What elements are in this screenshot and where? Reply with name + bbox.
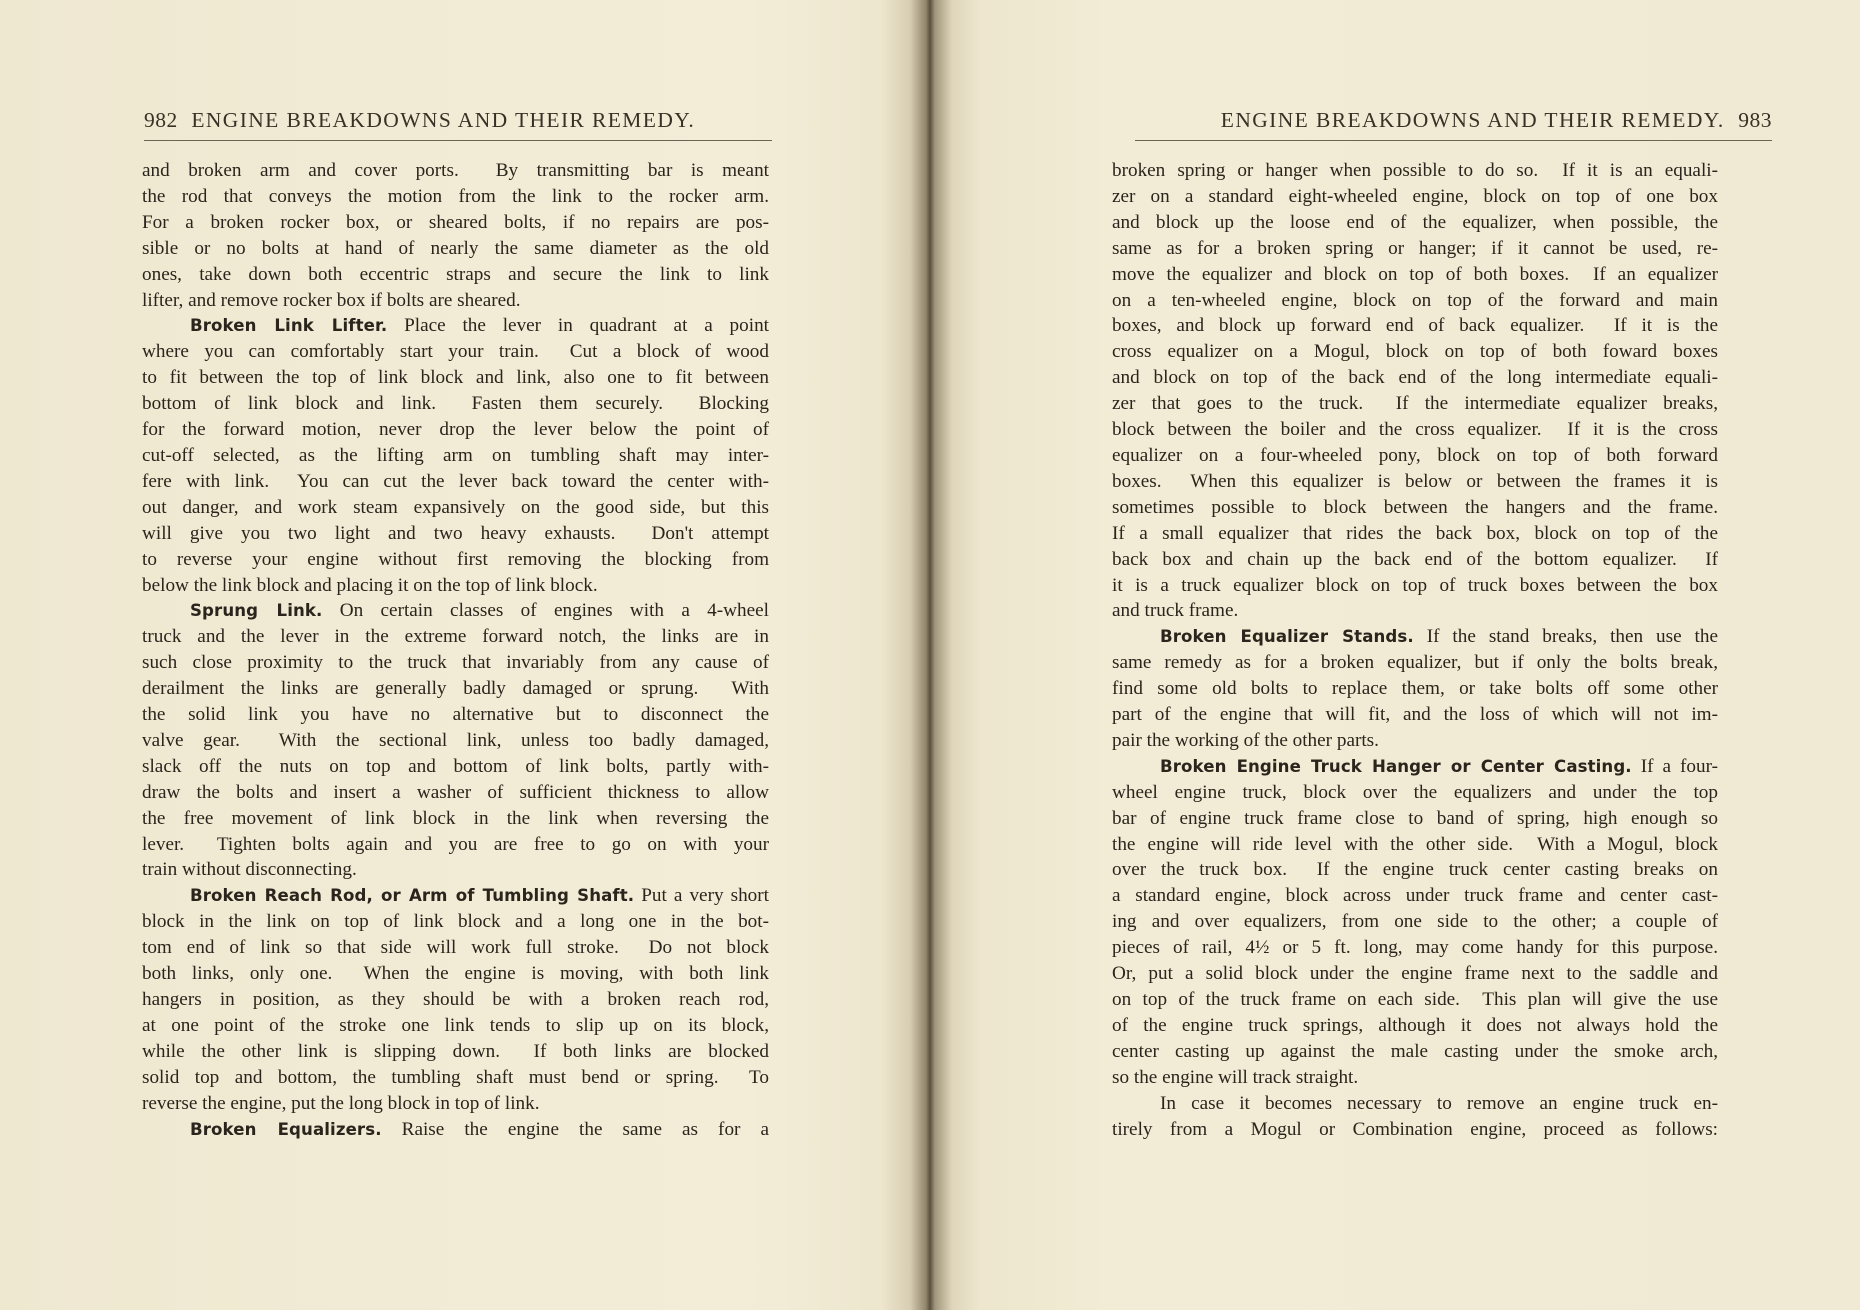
line-text: derailment the links are generally badly damaged or sprung. With (142, 678, 769, 700)
text-line (1112, 676, 1718, 702)
text-line (142, 961, 769, 987)
text-line (142, 806, 769, 832)
line-text: Or, put a solid block under the engine frame next to the saddle and (1112, 963, 1718, 985)
text-line (142, 935, 769, 961)
line-text: train without disconnecting. (142, 859, 357, 881)
line-text: while the other link is slipping down. If both links are blocked (142, 1040, 769, 1062)
text-line (1112, 909, 1718, 935)
book-gutter (880, 0, 980, 1310)
text-line (1112, 262, 1718, 288)
text-line (142, 1039, 769, 1065)
line-text: reverse the engine, put the long block in top of link. (142, 1092, 540, 1114)
text-line (1112, 391, 1718, 417)
text-line (1112, 987, 1718, 1013)
line-text: tirely from a Mogul or Combination engine, proceed as follows: (1112, 1118, 1718, 1140)
text-line (142, 521, 769, 547)
text-line (142, 547, 769, 573)
section-heading: Broken Engine Truck Hanger or Center Casting. (1160, 756, 1632, 776)
text-line (142, 1091, 769, 1117)
left-body-text (142, 158, 769, 1142)
line-text: pair the working of the other parts. (1112, 729, 1379, 751)
text-line (1112, 806, 1718, 832)
line-text: and block on top of the back end of the long intermediate equali- (1112, 367, 1718, 389)
line-text: On certain classes of engines with a 4-wheel (322, 600, 769, 622)
text-line (142, 288, 769, 314)
line-text: bar of engine truck frame close to band of spring, high enough so (1112, 807, 1718, 829)
text-line (1112, 650, 1718, 676)
line-text: For a broken rocker box, or sheared bolts, if no repairs are pos- (142, 211, 769, 233)
text-line (1112, 702, 1718, 728)
line-text: In case it becomes necessary to remove an engine truck en- (1160, 1092, 1718, 1114)
line-text: it is a truck equalizer block on top of truck boxes between the box (1112, 574, 1718, 596)
line-text: below the link block and placing it on the top of link block. (142, 574, 598, 596)
text-line (1112, 339, 1718, 365)
text-line (1112, 443, 1718, 469)
text-line (1112, 1065, 1718, 1091)
section-heading: Sprung Link. (190, 601, 323, 621)
line-text: will give you two light and two heavy exhausts. Don't attempt (142, 522, 769, 544)
text-line (1112, 961, 1718, 987)
text-line (1112, 1013, 1718, 1039)
line-text: so the engine will track straight. (1112, 1066, 1359, 1088)
line-text: block in the link on top of link block and a long one in the bot- (142, 911, 769, 933)
text-line (142, 158, 769, 184)
line-text: to reverse your engine without first removing the blocking from (142, 548, 769, 570)
line-text: sible or no bolts at hand of nearly the same diameter as the old (142, 237, 769, 259)
line-text: lever. Tighten bolts again and you are free to go on with your (142, 833, 769, 855)
line-text: fere with link. You can cut the lever back toward the center with- (142, 470, 769, 492)
text-line (142, 987, 769, 1013)
line-text: zer that goes to the truck. If the intermediate equalizer breaks, (1112, 393, 1718, 415)
line-text: Place the lever in quadrant at a point (387, 315, 769, 337)
right-running-header (1135, 108, 1772, 138)
text-line (142, 365, 769, 391)
line-text: broken spring or hanger when possible to do so. If it is an equali- (1112, 160, 1718, 181)
text-line (1112, 780, 1718, 806)
text-line (1112, 365, 1718, 391)
line-text: and truck frame. (1112, 600, 1239, 622)
text-line (142, 495, 769, 521)
text-line (1112, 236, 1718, 262)
line-text: truck and the lever in the extreme forward notch, the links are in (142, 626, 769, 648)
text-line (142, 780, 769, 806)
line-text: such close proximity to the truck that invariably from any cause of (142, 652, 769, 674)
text-line (1112, 495, 1718, 521)
text-line (142, 184, 769, 210)
text-line (1112, 573, 1718, 599)
text-line (142, 624, 769, 650)
text-line (142, 650, 769, 676)
text-line (1112, 832, 1718, 858)
line-text: of the engine truck springs, although it does not always hold the (1112, 1014, 1718, 1036)
line-text: If a small equalizer that rides the back box, block on top of the (1112, 522, 1718, 544)
text-line (142, 469, 769, 495)
line-text: valve gear. With the sectional link, unless too badly damaged, (142, 729, 769, 751)
right-page-number: 983 (1738, 108, 1772, 132)
text-line (142, 391, 769, 417)
text-line (1112, 417, 1718, 443)
line-text: part of the engine that will fit, and the loss of which will not im- (1112, 704, 1718, 726)
line-text: find some old bolts to replace them, or take bolts off some other (1112, 678, 1718, 700)
line-text: to fit between the top of link block and link, also one to fit between (142, 367, 769, 389)
section-heading: Broken Equalizers. (190, 1119, 382, 1139)
text-line (1112, 158, 1718, 184)
text-line (1112, 1117, 1718, 1143)
text-line (1112, 521, 1718, 547)
text-line (142, 339, 769, 365)
line-text: pieces of rail, 4½ or 5 ft. long, may come handy for this purpose. (1112, 937, 1718, 959)
right-body-text (1112, 158, 1718, 1142)
line-text: both links, only one. When the engine is moving, with both link (142, 963, 769, 985)
line-text: and block up the loose end of the equalizer, when possible, the (1112, 211, 1718, 233)
line-text: over the truck box. If the engine truck center casting breaks on (1112, 859, 1718, 881)
line-text: equalizer on a four-wheeled pony, block on top of both forward (1112, 444, 1718, 466)
line-text: hangers in position, as they should be with a broken reach rod, (142, 989, 769, 1010)
text-line (142, 598, 769, 624)
line-text: zer on a standard eight-wheeled engine, block on top of one box (1112, 185, 1718, 207)
text-line (1112, 469, 1718, 495)
text-line (142, 909, 769, 935)
text-line (1112, 883, 1718, 909)
line-text: and broken arm and cover ports. By transmitting bar is meant (142, 160, 769, 181)
text-line (142, 728, 769, 754)
text-line (142, 262, 769, 288)
right-page (980, 0, 1860, 1310)
text-line (142, 210, 769, 236)
text-line (142, 1013, 769, 1039)
right-running-head: ENGINE BREAKDOWNS AND THEIR REMEDY. (1220, 108, 1725, 132)
text-line (142, 832, 769, 858)
line-text: ones, take down both eccentric straps and secure the link to link (142, 263, 769, 285)
line-text: where you can comfortably start your train. Cut a block of wood (142, 341, 769, 363)
left-page (0, 0, 880, 1310)
text-line (142, 443, 769, 469)
line-text: ing and over equalizers, from one side to the other; a couple of (1112, 911, 1718, 933)
text-line (142, 754, 769, 780)
section-heading: Broken Equalizer Stands. (1160, 627, 1414, 647)
text-line (1112, 313, 1718, 339)
line-text: lifter, and remove rocker box if bolts are sheared. (142, 289, 521, 311)
line-text: on top of the truck frame on each side. This plan will give the use (1112, 989, 1718, 1010)
text-line (1112, 1091, 1718, 1117)
text-line (1112, 754, 1718, 780)
right-header-rule (1135, 140, 1772, 141)
text-line (142, 236, 769, 262)
text-line (1112, 210, 1718, 236)
text-line (1112, 547, 1718, 573)
text-line (1112, 624, 1718, 650)
text-line (142, 1117, 769, 1143)
line-text: sometimes possible to block between the hangers and the frame. (1112, 496, 1718, 518)
line-text: wheel engine truck, block over the equalizers and under the top (1112, 781, 1718, 803)
line-text: draw the bolts and insert a washer of sufficient thickness to allow (142, 781, 769, 803)
text-line (1112, 728, 1718, 754)
line-text: out danger, and work steam expansively on the good side, but this (142, 496, 769, 518)
line-text: a standard engine, block across under truck frame and center cast- (1112, 885, 1718, 907)
left-running-header (144, 108, 772, 138)
text-line (142, 883, 769, 909)
line-text: Raise the engine the same as for a (381, 1118, 770, 1140)
text-line (1112, 935, 1718, 961)
line-text: block between the boiler and the cross equalizer. If it is the cross (1112, 419, 1718, 441)
line-text: for the forward motion, never drop the lever below the point of (142, 419, 769, 441)
line-text: boxes. When this equalizer is below or between the frames it is (1112, 470, 1718, 492)
line-text: the free movement of link block in the link when reversing the (142, 807, 769, 829)
left-running-head: ENGINE BREAKDOWNS AND THEIR REMEDY. (191, 108, 696, 132)
text-line (1112, 288, 1718, 314)
line-text: tom end of link so that side will work full stroke. Do not block (142, 937, 769, 959)
text-line (142, 676, 769, 702)
line-text: If the stand breaks, then use the (1413, 626, 1718, 648)
line-text: slack off the nuts on top and bottom of link bolts, partly with- (142, 755, 769, 777)
section-heading: Broken Link Lifter. (190, 316, 388, 336)
text-line (142, 702, 769, 728)
line-text: Put a very short (634, 885, 769, 907)
line-text: center casting up against the male casting under the smoke arch, (1112, 1040, 1718, 1062)
line-text: on a ten-wheeled engine, block on top of the forward and main (1112, 289, 1718, 311)
text-line (1112, 184, 1718, 210)
text-line (142, 857, 769, 883)
line-text: move the equalizer and block on top of both boxes. If an equalizer (1112, 263, 1718, 285)
line-text: the rod that conveys the motion from the link to the rocker arm. (142, 185, 769, 207)
left-header-rule (144, 140, 772, 141)
left-page-number: 982 (144, 108, 178, 132)
line-text: cross equalizer on a Mogul, block on top of both foward boxes (1112, 341, 1718, 363)
line-text: the solid link you have no alternative but to disconnect the (142, 704, 769, 726)
line-text: bottom of link block and link. Fasten them securely. Blocking (142, 393, 769, 415)
line-text: boxes, and block up forward end of back equalizer. If it is the (1112, 315, 1718, 337)
line-text: cut-off selected, as the lifting arm on tumbling shaft may inter- (142, 444, 769, 466)
text-line (142, 313, 769, 339)
line-text: the engine will ride level with the other side. With a Mogul, block (1112, 833, 1718, 855)
line-text: back box and chain up the back end of the bottom equalizer. If (1112, 548, 1718, 570)
section-heading: Broken Reach Rod, or Arm of Tumbling Shaft. (190, 886, 635, 906)
text-line (142, 573, 769, 599)
text-line (1112, 1039, 1718, 1065)
text-line (1112, 598, 1718, 624)
line-text: If a four- (1631, 755, 1718, 777)
line-text: same as for a broken spring or hanger; if it cannot be used, re- (1112, 237, 1718, 259)
text-line (1112, 857, 1718, 883)
line-text: at one point of the stroke one link tends to slip up on its block, (142, 1014, 769, 1036)
line-text: same remedy as for a broken equalizer, but if only the bolts break, (1112, 652, 1718, 674)
line-text: solid top and bottom, the tumbling shaft must bend or spring. To (142, 1066, 769, 1088)
text-line (142, 417, 769, 443)
text-line (142, 1065, 769, 1091)
